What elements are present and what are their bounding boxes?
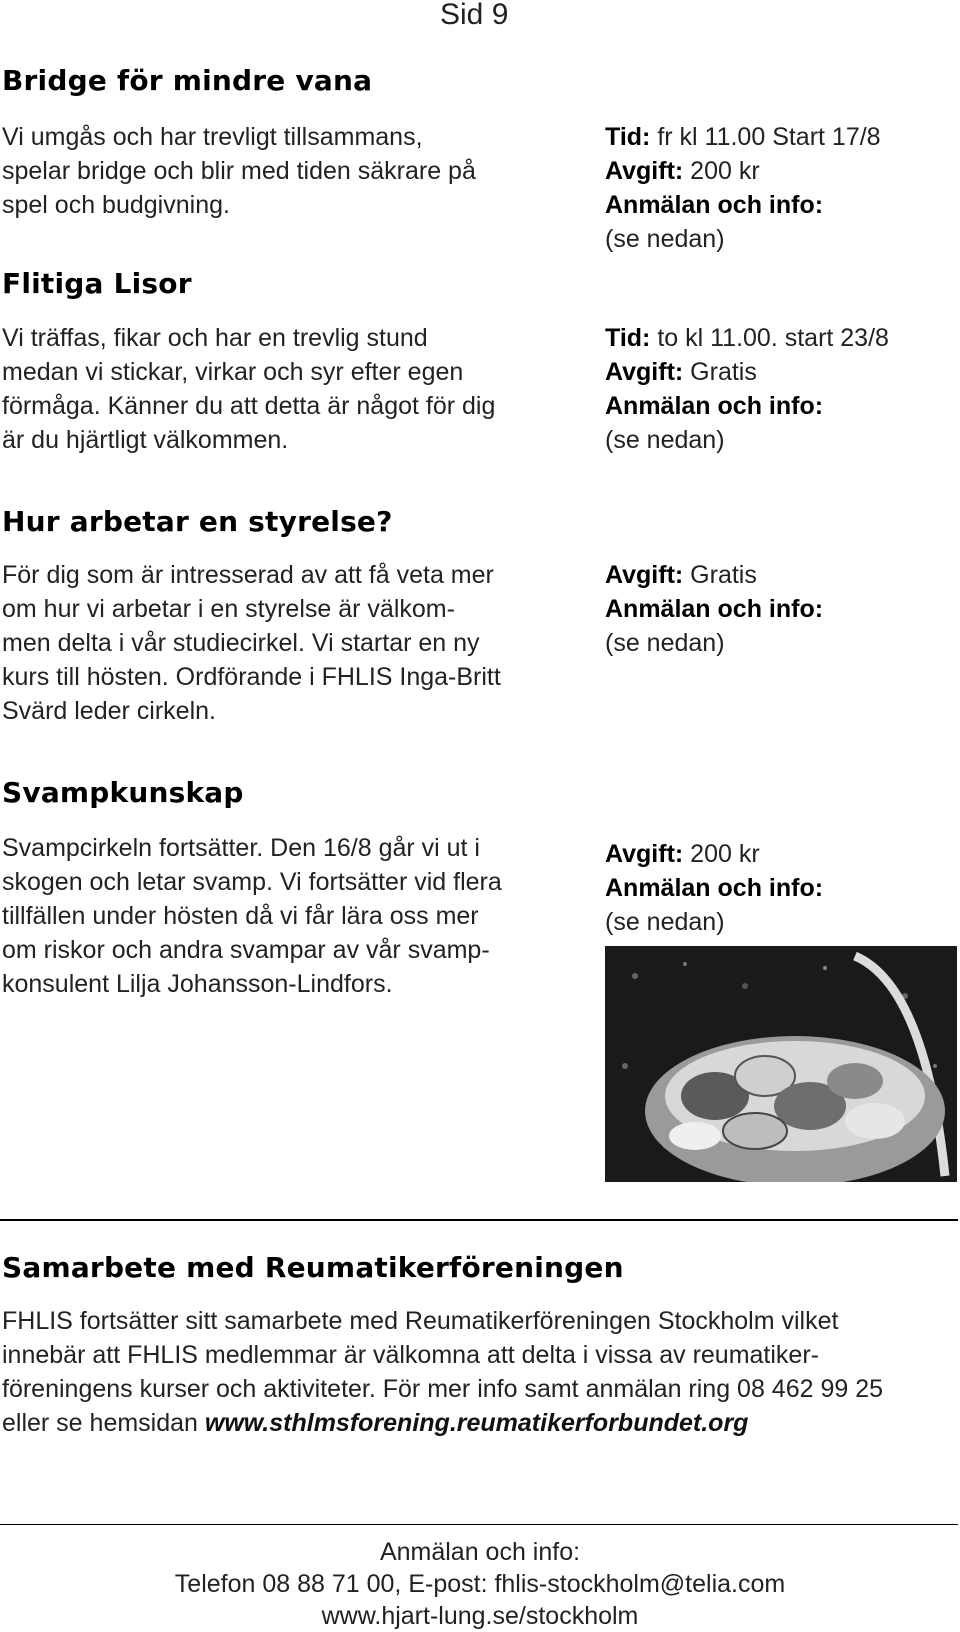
info-label: Tid: bbox=[605, 324, 651, 352]
info-value: fr kl 11.00 Start 17/8 bbox=[650, 123, 881, 151]
info-label: Tid: bbox=[605, 123, 651, 151]
info-value: to kl 11.00. start 23/8 bbox=[650, 324, 889, 352]
section-divider bbox=[0, 1219, 958, 1221]
info-value: 200 kr bbox=[683, 840, 760, 868]
footer-website[interactable]: www.hjart-lung.se/stockholm bbox=[321, 1602, 639, 1630]
info-block-bridge bbox=[605, 120, 955, 256]
cooperation-body bbox=[2, 1304, 952, 1440]
cooperation-link[interactable]: www.sthlmsforening.reumatikerforbundet.org bbox=[204, 1409, 749, 1437]
info-block-svampkunskap bbox=[605, 837, 955, 939]
mushroom-basket-illustration bbox=[605, 946, 957, 1182]
info-value: Gratis bbox=[683, 561, 757, 589]
section-body-bridge: Vi umgås och har trevligt tillsammans, spelar bridge och blir med tiden säkrare på spel och budgivning. bbox=[2, 123, 476, 219]
info-label: Anmälan och info: bbox=[605, 191, 824, 219]
section-body-svampkunskap: Svampcirkeln fortsätter. Den 16/8 går vi ut i skogen och letar svamp. Vi fortsätter vid flera tillfällen under hösten då vi får lära oss mer om riskor och andra svampar av vår svamp- konsulent Lilja Johansson-Lindfors. bbox=[2, 834, 502, 998]
section-body-styrelse: För dig som är intresserad av att få veta mer om hur vi arbetar i en styrelse är välkom- men delta i vår studiecirkel. Vi startar en ny kurs till hösten. Ordförande i FHLIS Inga-Britt Svärd leder cirkeln. bbox=[2, 561, 501, 725]
info-label: Anmälan och info: bbox=[605, 392, 824, 420]
info-block-styrelse bbox=[605, 558, 955, 660]
mushroom-basket-photo bbox=[605, 946, 957, 1182]
info-value: (se nedan) bbox=[605, 629, 725, 657]
info-value: 200 kr bbox=[683, 157, 760, 185]
section-title-flitiga-lisor: Flitiga Lisor bbox=[2, 267, 192, 300]
info-label: Avgift: bbox=[605, 358, 684, 386]
info-label: Avgift: bbox=[605, 840, 684, 868]
info-label: Anmälan och info: bbox=[605, 874, 824, 902]
section-title-svampkunskap: Svampkunskap bbox=[2, 776, 244, 809]
footer-divider bbox=[0, 1524, 958, 1525]
cooperation-text: FHLIS fortsätter sitt samarbete med Reumatikerföreningen Stockholm vilket innebär att FHLIS medlemmar är välkomna att delta i vissa av reumatiker- föreningens kurser och aktiviteter. För mer info samt anmälan ring 08 462 99 25 eller se hemsidan bbox=[2, 1307, 884, 1437]
info-value: (se nedan) bbox=[605, 426, 725, 454]
info-label: Anmälan och info: bbox=[605, 595, 824, 623]
info-block-flitiga-lisor bbox=[605, 321, 955, 457]
info-value: (se nedan) bbox=[605, 908, 725, 936]
page-number: Sid 9 bbox=[440, 0, 509, 31]
section-title-bridge: Bridge för mindre vana bbox=[2, 64, 373, 97]
footer bbox=[0, 1536, 960, 1632]
section-body-flitiga-lisor: Vi träffas, fikar och har en trevlig stund medan vi stickar, virkar och syr efter egen förmåga. Känner du att detta är något för dig är du hjärtligt välkommen. bbox=[2, 324, 496, 454]
footer-contact: Telefon 08 88 71 00, E-post: fhlis-stockholm@telia.com bbox=[174, 1570, 786, 1598]
cooperation-title: Samarbete med Reumatikerföreningen bbox=[2, 1251, 624, 1284]
footer-heading: Anmälan och info: bbox=[379, 1538, 581, 1566]
info-value: Gratis bbox=[683, 358, 757, 386]
info-label: Avgift: bbox=[605, 157, 684, 185]
info-value: (se nedan) bbox=[605, 225, 725, 253]
info-label: Avgift: bbox=[605, 561, 684, 589]
section-title-styrelse: Hur arbetar en styrelse? bbox=[2, 505, 393, 538]
